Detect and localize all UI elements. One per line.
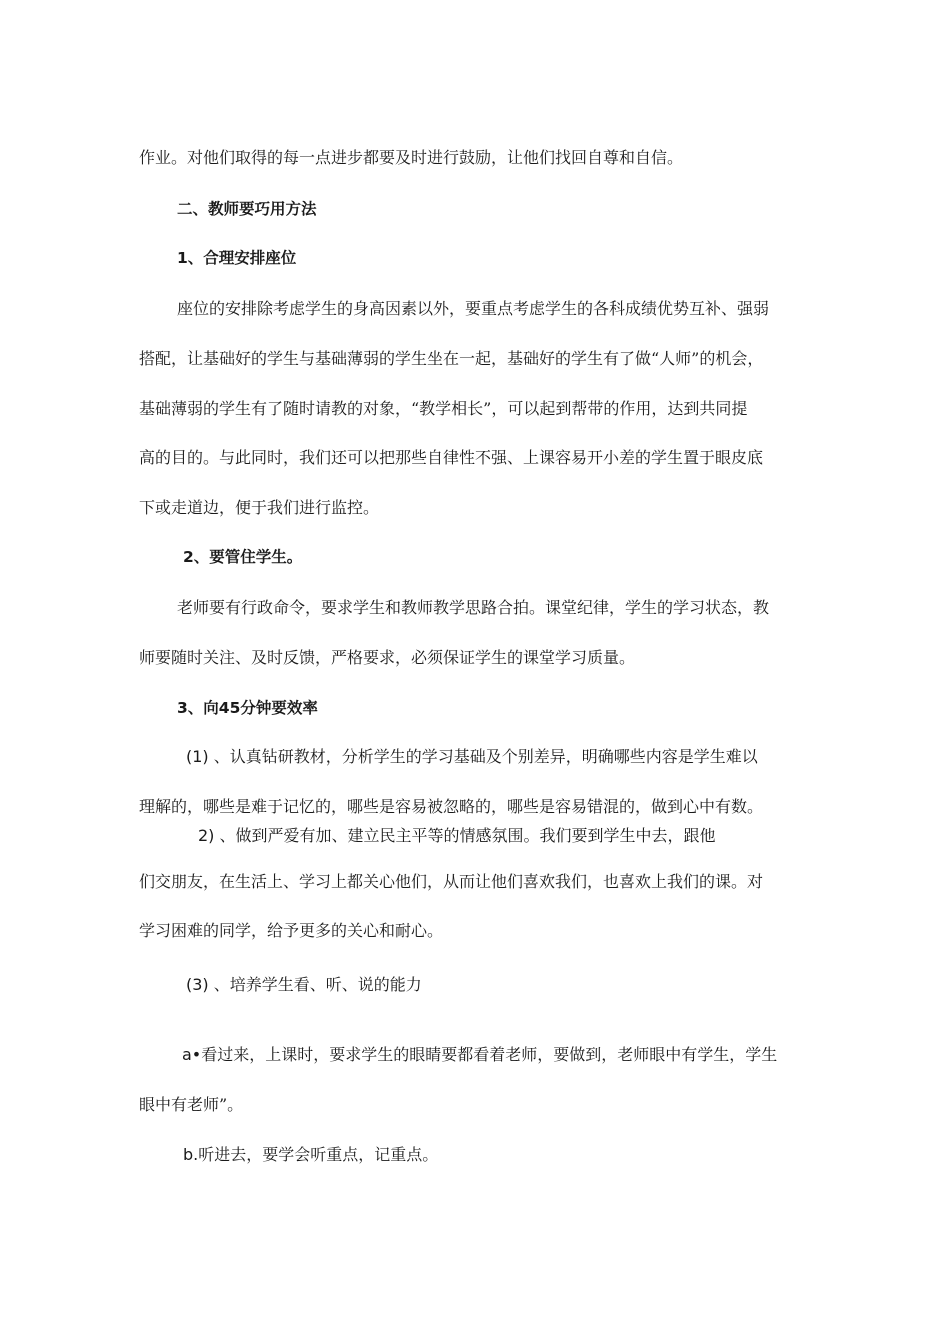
list-item-text: 、培养学生看、听、说的能力 (213, 975, 422, 994)
paragraph-line: 基础薄弱的学生有了随时请教的对象，“教学相长”，可以起到帮带的作用，达到共同提 (139, 399, 748, 418)
list-item (186, 974, 422, 996)
subsection-heading: 1、合理安排座位 (177, 249, 297, 267)
paragraph-line: 作业。对他们取得的每一点进步都要及时进行鼓励，让他们找回自尊和自信。 (139, 148, 684, 167)
list-item-text: 看过来，上课时，要求学生的眼睛要都看着老师，要做到，老师眼中有学生，学生 (201, 1045, 778, 1064)
paragraph-line: 老师要有行政命令，要求学生和教师教学思路合拍。课堂纪律，学生的学习状态，教 (177, 598, 770, 617)
paragraph-line: 学习困难的同学，给予更多的关心和耐心。 (139, 921, 444, 940)
paragraph-line: 师要随时关注、及时反馈，严格要求，必须保证学生的课堂学习质量。 (139, 648, 636, 667)
list-item (182, 1044, 777, 1066)
paragraph-line: 高的目的。与此同时，我们还可以把那些自律性不强、上课容易开小差的学生置于眼皮底 (139, 448, 764, 467)
subsection-heading: 2、要管住学生。 (183, 548, 303, 566)
paragraph-line: 理解的，哪些是难于记忆的，哪些是容易被忽略的，哪些是容易错混的，做到心中有数。 (139, 797, 764, 816)
list-item-text: 、做到严爱有加、建立民主平等的情感氛围。我们要到学生中去，跟他 (219, 826, 716, 845)
list-marker: b. (183, 1145, 199, 1164)
paragraph-line: 座位的安排除考虑学生的身高因素以外，要重点考虑学生的各科成绩优势互补、强弱 (177, 299, 770, 318)
list-item-text: 、认真钻研教材，分析学生的学习基础及个别差异，明确哪些内容是学生难以 (213, 747, 758, 766)
paragraph-line: 搭配，让基础好的学生与基础薄弱的学生坐在一起，基础好的学生有了做“人师”的机会， (139, 349, 764, 368)
list-item (183, 1144, 438, 1166)
list-marker: (1) (186, 747, 209, 766)
list-item (186, 746, 758, 768)
list-marker: a• (182, 1045, 202, 1064)
list-item (198, 825, 716, 847)
paragraph-line: 眼中有老师”。 (139, 1095, 244, 1114)
list-item-text: 听进去，要学会听重点，记重点。 (198, 1145, 439, 1164)
section-heading: 二、教师要巧用方法 (177, 200, 317, 218)
paragraph-line: 们交朋友，在生活上、学习上都关心他们，从而让他们喜欢我们，也喜欢上我们的课。对 (139, 872, 764, 891)
list-marker: (3) (186, 975, 209, 994)
list-marker: 2) (198, 826, 215, 845)
paragraph-line: 下或走道边，便于我们进行监控。 (139, 498, 380, 517)
subsection-heading: 3、向45分钟要效率 (177, 699, 318, 717)
